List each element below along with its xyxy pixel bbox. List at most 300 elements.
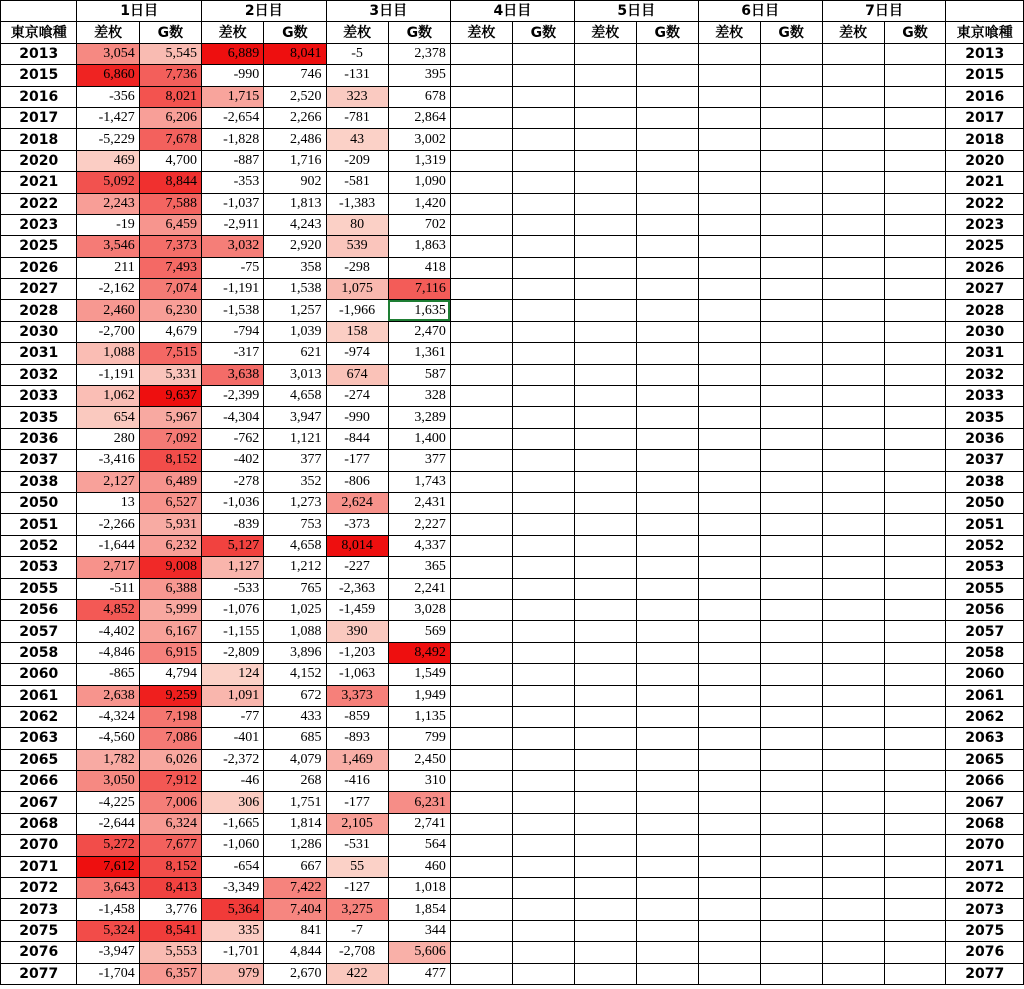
row-label-right[interactable]: 2033 — [946, 386, 1024, 407]
empty-cell[interactable] — [760, 728, 822, 749]
empty-cell[interactable] — [884, 514, 946, 535]
games-cell[interactable]: 2,741 — [388, 813, 450, 834]
diff-cell[interactable]: -2,911 — [201, 214, 263, 235]
empty-cell[interactable] — [822, 193, 884, 214]
games-cell[interactable]: 4,337 — [388, 535, 450, 556]
empty-cell[interactable] — [760, 749, 822, 770]
row-label-right[interactable]: 2022 — [946, 193, 1024, 214]
empty-cell[interactable] — [636, 535, 698, 556]
diff-cell[interactable]: -401 — [201, 728, 263, 749]
games-cell[interactable]: 477 — [388, 963, 450, 984]
games-cell[interactable]: 6,459 — [139, 214, 201, 235]
empty-cell[interactable] — [822, 428, 884, 449]
empty-cell[interactable] — [512, 107, 574, 128]
empty-cell[interactable] — [884, 492, 946, 513]
games-cell[interactable]: 7,092 — [139, 428, 201, 449]
diff-cell[interactable]: 7,612 — [77, 856, 139, 877]
empty-cell[interactable] — [822, 257, 884, 278]
empty-cell[interactable] — [512, 749, 574, 770]
row-label-right[interactable]: 2025 — [946, 236, 1024, 257]
empty-cell[interactable] — [512, 321, 574, 342]
diff-cell[interactable]: -1,538 — [201, 300, 263, 321]
diff-cell[interactable]: -77 — [201, 706, 263, 727]
diff-cell[interactable]: 390 — [326, 621, 388, 642]
row-label[interactable]: 2017 — [1, 107, 77, 128]
empty-cell[interactable] — [760, 107, 822, 128]
empty-cell[interactable] — [450, 642, 512, 663]
empty-cell[interactable] — [822, 364, 884, 385]
empty-cell[interactable] — [450, 150, 512, 171]
empty-cell[interactable] — [884, 364, 946, 385]
diff-cell[interactable]: -2,266 — [77, 514, 139, 535]
games-cell[interactable]: 7,086 — [139, 728, 201, 749]
diff-cell[interactable]: -402 — [201, 450, 263, 471]
empty-cell[interactable] — [760, 706, 822, 727]
diff-cell[interactable]: -887 — [201, 150, 263, 171]
empty-cell[interactable] — [760, 878, 822, 899]
empty-cell[interactable] — [636, 706, 698, 727]
empty-cell[interactable] — [450, 557, 512, 578]
empty-cell[interactable] — [698, 621, 760, 642]
empty-cell[interactable] — [760, 578, 822, 599]
row-label-right[interactable]: 2018 — [946, 129, 1024, 150]
games-cell[interactable]: 8,541 — [139, 920, 201, 941]
empty-cell[interactable] — [822, 492, 884, 513]
diff-cell[interactable]: 306 — [201, 792, 263, 813]
games-cell[interactable]: 1,319 — [388, 150, 450, 171]
empty-cell[interactable] — [698, 813, 760, 834]
row-label-right[interactable]: 2056 — [946, 599, 1024, 620]
empty-cell[interactable] — [512, 150, 574, 171]
row-label[interactable]: 2052 — [1, 535, 77, 556]
empty-cell[interactable] — [760, 364, 822, 385]
empty-cell[interactable] — [450, 813, 512, 834]
games-cell[interactable]: 2,520 — [264, 86, 326, 107]
row-label-right[interactable]: 2053 — [946, 557, 1024, 578]
empty-cell[interactable] — [884, 557, 946, 578]
empty-cell[interactable] — [760, 343, 822, 364]
empty-cell[interactable] — [760, 193, 822, 214]
empty-cell[interactable] — [636, 279, 698, 300]
empty-cell[interactable] — [698, 214, 760, 235]
games-header[interactable]: G数 — [139, 22, 201, 43]
empty-cell[interactable] — [574, 343, 636, 364]
empty-cell[interactable] — [574, 535, 636, 556]
empty-cell[interactable] — [698, 428, 760, 449]
empty-cell[interactable] — [636, 407, 698, 428]
empty-cell[interactable] — [574, 279, 636, 300]
empty-cell[interactable] — [574, 214, 636, 235]
empty-cell[interactable] — [574, 599, 636, 620]
row-label[interactable]: 2072 — [1, 878, 77, 899]
row-label[interactable]: 2015 — [1, 65, 77, 86]
empty-cell[interactable] — [636, 364, 698, 385]
diff-cell[interactable]: 335 — [201, 920, 263, 941]
empty-cell[interactable] — [512, 621, 574, 642]
games-cell[interactable]: 9,008 — [139, 557, 201, 578]
empty-cell[interactable] — [636, 899, 698, 920]
empty-cell[interactable] — [884, 792, 946, 813]
diff-cell[interactable]: -227 — [326, 557, 388, 578]
empty-cell[interactable] — [698, 129, 760, 150]
empty-cell[interactable] — [574, 878, 636, 899]
diff-cell[interactable]: 55 — [326, 856, 388, 877]
games-cell[interactable]: 4,658 — [264, 535, 326, 556]
row-label-right[interactable]: 2063 — [946, 728, 1024, 749]
diff-cell[interactable]: -511 — [77, 578, 139, 599]
empty-cell[interactable] — [636, 150, 698, 171]
empty-cell[interactable] — [450, 792, 512, 813]
games-cell[interactable]: 268 — [264, 771, 326, 792]
games-cell[interactable]: 6,915 — [139, 642, 201, 663]
row-label-right[interactable]: 2075 — [946, 920, 1024, 941]
diff-cell[interactable]: -2,372 — [201, 749, 263, 770]
games-cell[interactable]: 4,658 — [264, 386, 326, 407]
empty-cell[interactable] — [884, 878, 946, 899]
games-cell[interactable]: 685 — [264, 728, 326, 749]
games-cell[interactable]: 7,198 — [139, 706, 201, 727]
empty-cell[interactable] — [760, 899, 822, 920]
empty-cell[interactable] — [450, 257, 512, 278]
games-cell[interactable]: 7,404 — [264, 899, 326, 920]
games-cell[interactable]: 7,677 — [139, 835, 201, 856]
empty-cell[interactable] — [574, 771, 636, 792]
empty-cell[interactable] — [636, 920, 698, 941]
row-label[interactable]: 2057 — [1, 621, 77, 642]
empty-cell[interactable] — [698, 300, 760, 321]
empty-cell[interactable] — [822, 856, 884, 877]
empty-cell[interactable] — [884, 535, 946, 556]
empty-cell[interactable] — [574, 685, 636, 706]
games-cell[interactable]: 3,013 — [264, 364, 326, 385]
games-cell[interactable]: 1,949 — [388, 685, 450, 706]
empty-cell[interactable] — [574, 172, 636, 193]
empty-cell[interactable] — [450, 321, 512, 342]
empty-cell[interactable] — [760, 300, 822, 321]
empty-cell[interactable] — [884, 664, 946, 685]
diff-cell[interactable]: 979 — [201, 963, 263, 984]
row-label-right[interactable]: 2050 — [946, 492, 1024, 513]
row-label[interactable]: 2013 — [1, 43, 77, 64]
diff-cell[interactable]: 323 — [326, 86, 388, 107]
empty-cell[interactable] — [760, 257, 822, 278]
games-cell[interactable]: 4,679 — [139, 321, 201, 342]
games-cell[interactable]: 569 — [388, 621, 450, 642]
empty-cell[interactable] — [512, 492, 574, 513]
empty-cell[interactable] — [698, 321, 760, 342]
row-label[interactable]: 2073 — [1, 899, 77, 920]
empty-cell[interactable] — [450, 86, 512, 107]
empty-cell[interactable] — [760, 129, 822, 150]
diff-cell[interactable]: 654 — [77, 407, 139, 428]
diff-cell[interactable]: -1,665 — [201, 813, 263, 834]
diff-cell[interactable]: 2,243 — [77, 193, 139, 214]
empty-cell[interactable] — [512, 343, 574, 364]
games-cell[interactable]: 1,549 — [388, 664, 450, 685]
diff-cell[interactable]: -3,947 — [77, 942, 139, 963]
diff-cell[interactable]: 80 — [326, 214, 388, 235]
empty-cell[interactable] — [512, 920, 574, 941]
empty-cell[interactable] — [698, 835, 760, 856]
diff-cell[interactable]: 539 — [326, 236, 388, 257]
diff-cell[interactable]: -1,191 — [77, 364, 139, 385]
games-cell[interactable]: 5,545 — [139, 43, 201, 64]
row-label-right[interactable]: 2052 — [946, 535, 1024, 556]
games-cell[interactable]: 3,947 — [264, 407, 326, 428]
empty-cell[interactable] — [698, 557, 760, 578]
row-label[interactable]: 2053 — [1, 557, 77, 578]
row-label[interactable]: 2028 — [1, 300, 77, 321]
empty-cell[interactable] — [574, 86, 636, 107]
diff-cell[interactable]: -373 — [326, 514, 388, 535]
diff-cell[interactable]: -1,155 — [201, 621, 263, 642]
row-label[interactable]: 2022 — [1, 193, 77, 214]
empty-cell[interactable] — [450, 706, 512, 727]
empty-cell[interactable] — [450, 300, 512, 321]
empty-cell[interactable] — [698, 685, 760, 706]
empty-cell[interactable] — [698, 899, 760, 920]
empty-cell[interactable] — [636, 257, 698, 278]
empty-cell[interactable] — [822, 621, 884, 642]
diff-cell[interactable]: -4,304 — [201, 407, 263, 428]
empty-cell[interactable] — [884, 193, 946, 214]
empty-cell[interactable] — [636, 386, 698, 407]
empty-cell[interactable] — [512, 471, 574, 492]
games-cell[interactable]: 1,135 — [388, 706, 450, 727]
empty-cell[interactable] — [760, 963, 822, 984]
diff-cell[interactable]: -2,700 — [77, 321, 139, 342]
diff-cell[interactable]: 674 — [326, 364, 388, 385]
games-cell[interactable]: 6,232 — [139, 535, 201, 556]
games-cell[interactable]: 1,635 — [388, 300, 450, 321]
empty-cell[interactable] — [698, 878, 760, 899]
diff-cell[interactable]: -4,324 — [77, 706, 139, 727]
empty-cell[interactable] — [698, 343, 760, 364]
empty-cell[interactable] — [636, 471, 698, 492]
empty-cell[interactable] — [636, 642, 698, 663]
empty-cell[interactable] — [574, 792, 636, 813]
row-label-right[interactable]: 2077 — [946, 963, 1024, 984]
empty-cell[interactable] — [698, 856, 760, 877]
games-cell[interactable]: 2,864 — [388, 107, 450, 128]
games-cell[interactable]: 7,422 — [264, 878, 326, 899]
diff-cell[interactable]: 3,373 — [326, 685, 388, 706]
empty-cell[interactable] — [450, 771, 512, 792]
empty-cell[interactable] — [636, 236, 698, 257]
diff-cell[interactable]: -533 — [201, 578, 263, 599]
games-header[interactable]: G数 — [264, 22, 326, 43]
row-label[interactable]: 2067 — [1, 792, 77, 813]
empty-cell[interactable] — [512, 257, 574, 278]
day-header[interactable]: 2日目 — [201, 1, 326, 22]
games-cell[interactable]: 1,538 — [264, 279, 326, 300]
games-cell[interactable]: 418 — [388, 257, 450, 278]
empty-cell[interactable] — [574, 557, 636, 578]
games-cell[interactable]: 6,167 — [139, 621, 201, 642]
row-label-header[interactable]: 東京喰種 — [1, 22, 77, 43]
diff-cell[interactable]: -654 — [201, 856, 263, 877]
games-cell[interactable]: 2,241 — [388, 578, 450, 599]
row-label-right[interactable]: 2061 — [946, 685, 1024, 706]
diff-cell[interactable]: -5,229 — [77, 129, 139, 150]
row-label[interactable]: 2025 — [1, 236, 77, 257]
row-label[interactable]: 2070 — [1, 835, 77, 856]
games-cell[interactable]: 1,121 — [264, 428, 326, 449]
day-header[interactable]: 1日目 — [77, 1, 202, 22]
empty-cell[interactable] — [698, 728, 760, 749]
games-cell[interactable]: 6,206 — [139, 107, 201, 128]
diff-cell[interactable]: 5,272 — [77, 835, 139, 856]
empty-cell[interactable] — [512, 43, 574, 64]
row-label[interactable]: 2062 — [1, 706, 77, 727]
empty-cell[interactable] — [698, 364, 760, 385]
diff-cell[interactable]: -131 — [326, 65, 388, 86]
games-cell[interactable]: 6,527 — [139, 492, 201, 513]
empty-cell[interactable] — [822, 578, 884, 599]
empty-cell[interactable] — [698, 642, 760, 663]
empty-cell[interactable] — [450, 492, 512, 513]
diff-cell[interactable]: 422 — [326, 963, 388, 984]
empty-cell[interactable] — [822, 749, 884, 770]
games-cell[interactable]: 2,486 — [264, 129, 326, 150]
diff-cell[interactable]: -7 — [326, 920, 388, 941]
empty-cell[interactable] — [822, 279, 884, 300]
games-cell[interactable]: 3,896 — [264, 642, 326, 663]
diff-cell[interactable]: 2,624 — [326, 492, 388, 513]
diff-cell[interactable]: -859 — [326, 706, 388, 727]
empty-cell[interactable] — [760, 642, 822, 663]
diff-cell[interactable]: -317 — [201, 343, 263, 364]
diff-cell[interactable]: -794 — [201, 321, 263, 342]
row-label-right[interactable]: 2021 — [946, 172, 1024, 193]
empty-cell[interactable] — [822, 65, 884, 86]
empty-cell[interactable] — [574, 300, 636, 321]
empty-cell[interactable] — [760, 942, 822, 963]
diff-cell[interactable]: 2,717 — [77, 557, 139, 578]
empty-cell[interactable] — [884, 257, 946, 278]
empty-cell[interactable] — [884, 129, 946, 150]
diff-cell[interactable]: -1,076 — [201, 599, 263, 620]
diff-cell[interactable]: -3,416 — [77, 450, 139, 471]
games-cell[interactable]: 2,920 — [264, 236, 326, 257]
empty-cell[interactable] — [698, 279, 760, 300]
empty-cell[interactable] — [450, 578, 512, 599]
empty-cell[interactable] — [512, 599, 574, 620]
games-cell[interactable]: 1,018 — [388, 878, 450, 899]
games-cell[interactable]: 1,814 — [264, 813, 326, 834]
empty-cell[interactable] — [760, 599, 822, 620]
empty-cell[interactable] — [822, 514, 884, 535]
diff-cell[interactable]: -1,203 — [326, 642, 388, 663]
empty-cell[interactable] — [760, 835, 822, 856]
games-cell[interactable]: 344 — [388, 920, 450, 941]
diff-cell[interactable]: -353 — [201, 172, 263, 193]
games-cell[interactable]: 7,373 — [139, 236, 201, 257]
games-cell[interactable]: 310 — [388, 771, 450, 792]
empty-cell[interactable] — [698, 599, 760, 620]
empty-cell[interactable] — [822, 813, 884, 834]
empty-cell[interactable] — [698, 150, 760, 171]
diff-cell[interactable]: -974 — [326, 343, 388, 364]
row-label[interactable]: 2063 — [1, 728, 77, 749]
empty-cell[interactable] — [822, 728, 884, 749]
empty-cell[interactable] — [636, 749, 698, 770]
empty-cell[interactable] — [822, 685, 884, 706]
empty-cell[interactable] — [822, 942, 884, 963]
row-label-right[interactable]: 2058 — [946, 642, 1024, 663]
games-cell[interactable]: 587 — [388, 364, 450, 385]
empty-cell[interactable] — [884, 450, 946, 471]
games-cell[interactable]: 2,470 — [388, 321, 450, 342]
diff-cell[interactable]: -844 — [326, 428, 388, 449]
games-cell[interactable]: 433 — [264, 706, 326, 727]
empty-cell[interactable] — [636, 728, 698, 749]
row-label-right[interactable]: 2072 — [946, 878, 1024, 899]
diff-cell[interactable]: -1,060 — [201, 835, 263, 856]
empty-cell[interactable] — [450, 428, 512, 449]
empty-cell[interactable] — [512, 963, 574, 984]
empty-cell[interactable] — [760, 407, 822, 428]
empty-cell[interactable] — [450, 599, 512, 620]
empty-cell[interactable] — [450, 878, 512, 899]
empty-cell[interactable] — [512, 364, 574, 385]
empty-cell[interactable] — [574, 364, 636, 385]
empty-cell[interactable] — [450, 621, 512, 642]
empty-cell[interactable] — [760, 514, 822, 535]
empty-cell[interactable] — [512, 514, 574, 535]
empty-cell[interactable] — [884, 642, 946, 663]
diff-cell[interactable]: 2,460 — [77, 300, 139, 321]
empty-cell[interactable] — [698, 172, 760, 193]
empty-cell[interactable] — [636, 813, 698, 834]
empty-cell[interactable] — [636, 664, 698, 685]
empty-cell[interactable] — [884, 749, 946, 770]
diff-cell[interactable]: -2,399 — [201, 386, 263, 407]
games-cell[interactable]: 6,357 — [139, 963, 201, 984]
diff-cell[interactable]: 211 — [77, 257, 139, 278]
empty-cell[interactable] — [698, 749, 760, 770]
diff-cell[interactable]: -19 — [77, 214, 139, 235]
diff-cell[interactable]: -1,063 — [326, 664, 388, 685]
empty-cell[interactable] — [512, 942, 574, 963]
games-header[interactable]: G数 — [388, 22, 450, 43]
diff-cell[interactable]: -531 — [326, 835, 388, 856]
games-cell[interactable]: 377 — [388, 450, 450, 471]
diff-cell[interactable]: -4,225 — [77, 792, 139, 813]
empty-cell[interactable] — [636, 86, 698, 107]
row-label[interactable]: 2026 — [1, 257, 77, 278]
empty-cell[interactable] — [636, 599, 698, 620]
empty-cell[interactable] — [822, 150, 884, 171]
diff-header[interactable]: 差枚 — [201, 22, 263, 43]
games-cell[interactable]: 377 — [264, 450, 326, 471]
empty-cell[interactable] — [512, 557, 574, 578]
diff-cell[interactable]: 124 — [201, 664, 263, 685]
empty-cell[interactable] — [636, 492, 698, 513]
diff-cell[interactable]: 3,546 — [77, 236, 139, 257]
diff-cell[interactable]: -2,363 — [326, 578, 388, 599]
row-label[interactable]: 2066 — [1, 771, 77, 792]
empty-cell[interactable] — [450, 963, 512, 984]
row-label-right[interactable]: 2026 — [946, 257, 1024, 278]
games-cell[interactable]: 328 — [388, 386, 450, 407]
games-cell[interactable]: 702 — [388, 214, 450, 235]
empty-cell[interactable] — [884, 407, 946, 428]
empty-cell[interactable] — [698, 706, 760, 727]
empty-cell[interactable] — [822, 664, 884, 685]
row-label[interactable]: 2031 — [1, 343, 77, 364]
games-cell[interactable]: 1,400 — [388, 428, 450, 449]
